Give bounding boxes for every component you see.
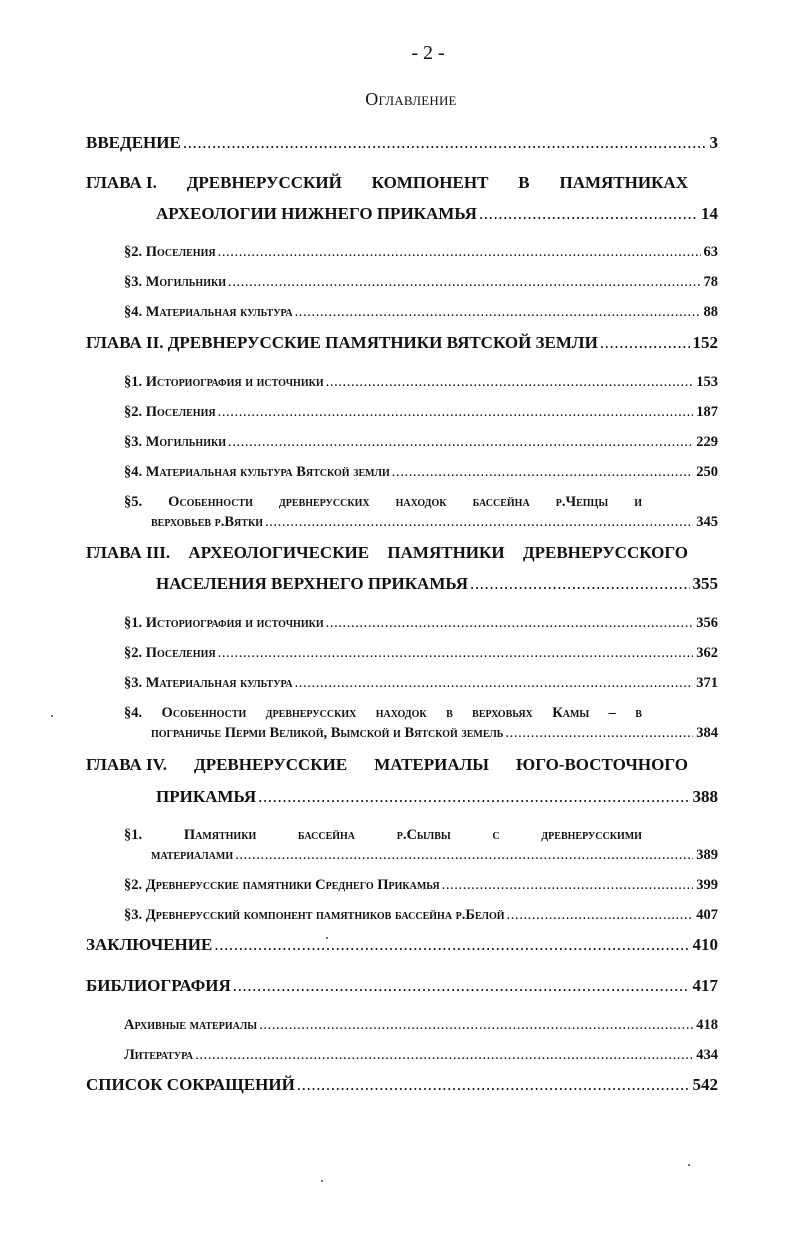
toc-entry-c3-s1[interactable]: §1. Историография и источники ..... 356 [124,615,718,632]
toc-entry-c4-s3[interactable]: §3. Древнерусский компонент памятников бассейна р.Белой ..... 407 [124,907,718,924]
toc-entry-c1-s4[interactable]: §4. Материальная культура ..... 88 [124,304,718,321]
toc-entry-c2-s1[interactable]: §1. Историография и источники ..... 153 [124,374,718,391]
toc-entry-chapter-1[interactable]: ГЛАВА I. ДРЕВНЕРУССКИЙ КОМПОНЕНТ В ПАМЯТНИКАХ [86,173,688,192]
scan-speck [688,1164,690,1166]
entry-page: 3 [709,133,718,152]
toc-entry-c3-s4-cont[interactable]: пограничье Перми Великой, Вымской и Вятской земель ..... 384 [151,725,718,742]
toc-entry-conclusion[interactable]: ЗАКЛЮЧЕНИЕ ..... 410 [86,935,718,955]
toc-entry-chapter-1-cont[interactable]: АРХЕОЛОГИИ НИЖНЕГО ПРИКАМЬЯ ..... 14 [156,204,718,224]
toc-entry-c3-s2[interactable]: §2. Поселения ..... 362 [124,645,718,662]
toc-entry-abbreviations[interactable]: СПИСОК СОКРАЩЕНИЙ ..... 542 [86,1075,718,1095]
toc-entry-literature[interactable]: Литература ..... 434 [124,1047,718,1064]
toc-entry-c3-s3[interactable]: §3. Материальная культура ..... 371 [124,675,718,692]
toc-entry-c2-s5[interactable]: §5. Особенности древнерусских находок бассейна р.Чепцы и [124,494,642,510]
toc-entry-c4-s2[interactable]: §2. Древнерусские памятники Среднего Прикамья ..... 399 [124,877,718,894]
toc-entry-c2-s2[interactable]: §2. Поселения ..... 187 [124,404,718,421]
scan-speck [321,1180,323,1182]
entry-title: ВВЕДЕНИЕ [86,133,181,152]
scan-speck [51,715,53,717]
toc-entry-c2-s3[interactable]: §3. Могильники ..... 229 [124,434,718,451]
toc-entry-chapter-3[interactable]: ГЛАВА III. АРХЕОЛОГИЧЕСКИЕ ПАМЯТНИКИ ДРЕВНЕРУССКОГО [86,543,688,562]
toc-entry-chapter-4[interactable]: ГЛАВА IV. ДРЕВНЕРУССКИЕ МАТЕРИАЛЫ ЮГО-ВОСТОЧНОГО [86,755,688,774]
toc-entry-archives[interactable]: Архивные материалы ..... 418 [124,1017,718,1034]
toc-entry-c2-s5-cont[interactable]: верховьев р.Вятки ..... 345 [151,514,718,531]
toc-entry-bibliography[interactable]: БИБЛИОГРАФИЯ ..... 417 [86,976,718,996]
toc-entry-c4-s1[interactable]: §1. Памятники бассейна р.Сылвы с древнерусскими [124,827,642,843]
toc-entry-chapter-2[interactable]: ГЛАВА II. ДРЕВНЕРУССКИЕ ПАМЯТНИКИ ВЯТСКОЙ ЗЕМЛИ ..... 152 [86,333,718,353]
toc-entry-c4-s1-cont[interactable]: материалами ..... 389 [151,847,718,864]
toc-entry-introduction[interactable] [86,133,718,153]
toc-entry-chapter-3-cont[interactable]: НАСЕЛЕНИЯ ВЕРХНЕГО ПРИКАМЬЯ ..... 355 [156,574,718,594]
toc-entry-c2-s4[interactable]: §4. Материальная культура Вятской земли ..... 250 [124,464,718,481]
toc-entry-c3-s4[interactable]: §4. Особенности древнерусских находок в верховьях Камы – в [124,705,642,721]
toc-entry-chapter-4-cont[interactable]: ПРИКАМЬЯ ..... 388 [156,787,718,807]
toc-entry-c1-s2[interactable]: §2. Поселения ..... 63 [124,244,718,261]
toc-title: Оглавление [365,89,457,109]
toc-entry-c1-s3[interactable]: §3. Могильники ..... 78 [124,274,718,291]
scan-speck [326,937,328,939]
page-number: - 2 - [411,42,445,64]
